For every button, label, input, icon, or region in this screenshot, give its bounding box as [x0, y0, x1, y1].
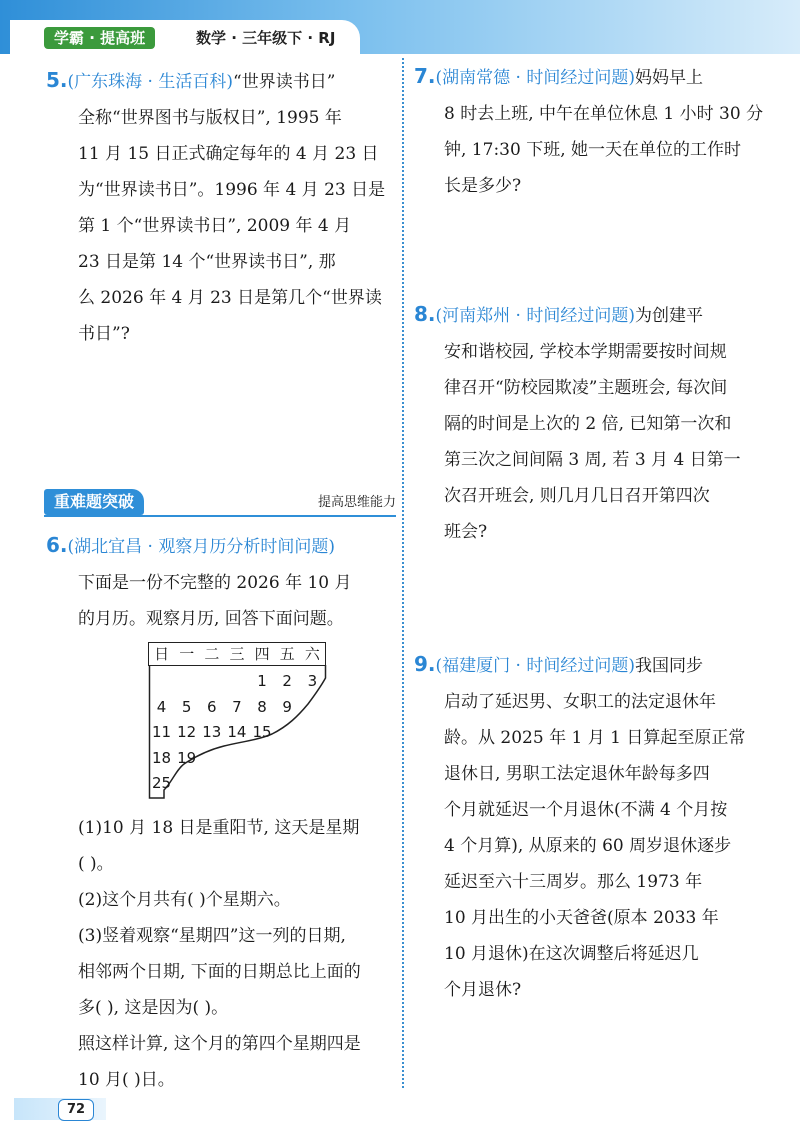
- text-line: 龄。从 2025 年 1 月 1 日算起至原正常: [444, 728, 746, 748]
- question-source: (河南郑州 · 时间经过问题): [435, 306, 635, 326]
- text-line: 退休日, 男职工法定退休年龄每多四: [444, 764, 710, 784]
- calendar-date: 11: [151, 723, 172, 741]
- text-line: 延迟至六十三周岁。那么 1973 年: [444, 872, 703, 892]
- text-line: 4 个月算), 从原来的 60 周岁退休逐步: [444, 836, 732, 856]
- calendar-date: 5: [181, 697, 192, 716]
- text-line: 23 日是第 14 个“世界读书日”, 那: [78, 252, 336, 272]
- question-source: (福建厦门 · 时间经过问题): [435, 656, 635, 676]
- text-line: 班会?: [444, 522, 488, 542]
- text-line: 下面是一份不完整的 2026 年 10 月: [78, 573, 352, 593]
- question-7: [414, 58, 774, 204]
- text-line: (3)竖着观察“星期四”这一列的日期,: [78, 926, 346, 946]
- calendar-date: 2: [282, 672, 292, 690]
- question-number: 9.: [414, 652, 436, 676]
- calendar-date: 3: [307, 672, 318, 690]
- calendar-date: 19: [177, 748, 197, 767]
- question-source: (湖北宜昌 · 观察月历分析时间问题): [67, 537, 335, 557]
- calendar-date: 13: [202, 723, 222, 741]
- calendar-date: 7: [232, 697, 242, 716]
- calendar-date: 9: [282, 697, 292, 716]
- calendar-date: 25: [151, 774, 172, 792]
- text-line: 次召开班会, 则几月几日召开第四次: [444, 486, 710, 506]
- text-line: 启动了延迟男、女职工的法定退休年: [444, 692, 716, 712]
- subject-label: 数学 · 三年级下 · RJ: [196, 29, 336, 47]
- text-line: 个月退休?: [444, 980, 522, 1000]
- text-line: 律召开“防校园欺凌”主题班会, 每次间: [444, 378, 728, 398]
- weekday-label: 五: [279, 645, 295, 663]
- question-9: [414, 646, 774, 1008]
- calendar-date: 18: [151, 748, 172, 767]
- question-number: 6.: [46, 533, 68, 557]
- text-line: 为“世界读书日”。1996 年 4 月 23 日是: [78, 180, 386, 200]
- text-line: 为创建平: [635, 306, 703, 326]
- question-source: (广东珠海 · 生活百科): [67, 72, 233, 92]
- question-number: 8.: [414, 302, 436, 326]
- calendar-date: 8: [257, 697, 267, 716]
- text-line: 安和谐校园, 学校本学期需要按时间规: [444, 342, 727, 362]
- calendar-date: 1: [257, 672, 267, 690]
- question-number: 5.: [46, 68, 68, 92]
- text-line: 第 1 个“世界读书日”, 2009 年 4 月: [78, 216, 352, 236]
- text-line: 书日”?: [78, 324, 130, 344]
- weekday-label: 日: [154, 645, 170, 663]
- weekday-label: 二: [204, 645, 220, 663]
- question-source: (湖南常德 · 时间经过问题): [435, 68, 635, 88]
- text-line: 相邻两个日期, 下面的日期总比上面的: [78, 962, 361, 982]
- text-line: 的月历。观察月历, 回答下面问题。: [78, 609, 344, 629]
- text-line: 8 时去上班, 中午在单位休息 1 小时 30 分: [444, 104, 764, 124]
- text-line: 么 2026 年 4 月 23 日是第几个“世界读: [78, 288, 382, 308]
- section-underline: [44, 515, 396, 517]
- calendar: [148, 642, 328, 802]
- text-line: (2)这个月共有( )个星期六。: [78, 890, 291, 910]
- calendar-date: 14: [227, 723, 247, 741]
- weekday-label: 四: [254, 645, 270, 663]
- text-line: 照这样计算, 这个月的第四个星期四是: [78, 1034, 361, 1054]
- weekday-label: 一: [179, 645, 195, 663]
- calendar-date: 15: [252, 723, 272, 741]
- text-line: 10 月退休)在这次调整后将延迟几: [444, 944, 699, 964]
- text-line: ( )。: [78, 854, 114, 874]
- text-line: (1)10 月 18 日是重阳节, 这天是星期: [78, 818, 360, 838]
- text-line: 多( ), 这是因为( )。: [78, 998, 229, 1018]
- weekday-label: 三: [229, 645, 245, 663]
- text-line: 10 月出生的小天爸爸(原本 2033 年: [444, 908, 719, 928]
- text-line: 隔的时间是上次的 2 倍, 已知第一次和: [444, 414, 732, 434]
- text-line: 钟, 17:30 下班, 她一天在单位的工作时: [444, 140, 742, 160]
- calendar-date: 6: [207, 697, 217, 716]
- text-line: 妈妈早上: [635, 68, 703, 88]
- section-subtitle: 提高思维能力: [317, 495, 396, 510]
- text-line: 第三次之间间隔 3 周, 若 3 月 4 日第一: [444, 450, 741, 470]
- question-number: 7.: [414, 64, 436, 88]
- column-divider: [402, 58, 404, 1088]
- brand-label: 学霸 · 提高班: [44, 27, 155, 49]
- text-line: 10 月( )日。: [78, 1070, 175, 1090]
- question-8: [414, 296, 774, 550]
- text-line: 长是多少?: [444, 176, 522, 196]
- calendar-date: 4: [156, 697, 167, 716]
- question-6-parts: [78, 810, 400, 1098]
- question-5: [46, 62, 398, 352]
- text-line: 11 月 15 日正式确定每年的 4 月 23 日: [78, 144, 379, 164]
- text-line: 个月就延迟一个月退休(不满 4 个月按: [444, 800, 728, 820]
- text-line: 我国同步: [635, 656, 703, 676]
- calendar-torn-edge: [148, 642, 328, 802]
- section-title: 重难题突破: [44, 489, 144, 515]
- question-6: [46, 527, 398, 637]
- text-line: “世界读书日”: [233, 72, 336, 92]
- section-banner: [44, 489, 396, 517]
- page-number: 72: [58, 1099, 94, 1121]
- calendar-date: 12: [177, 723, 197, 741]
- weekday-label: 六: [304, 645, 320, 663]
- text-line: 全称“世界图书与版权日”, 1995 年: [78, 108, 342, 128]
